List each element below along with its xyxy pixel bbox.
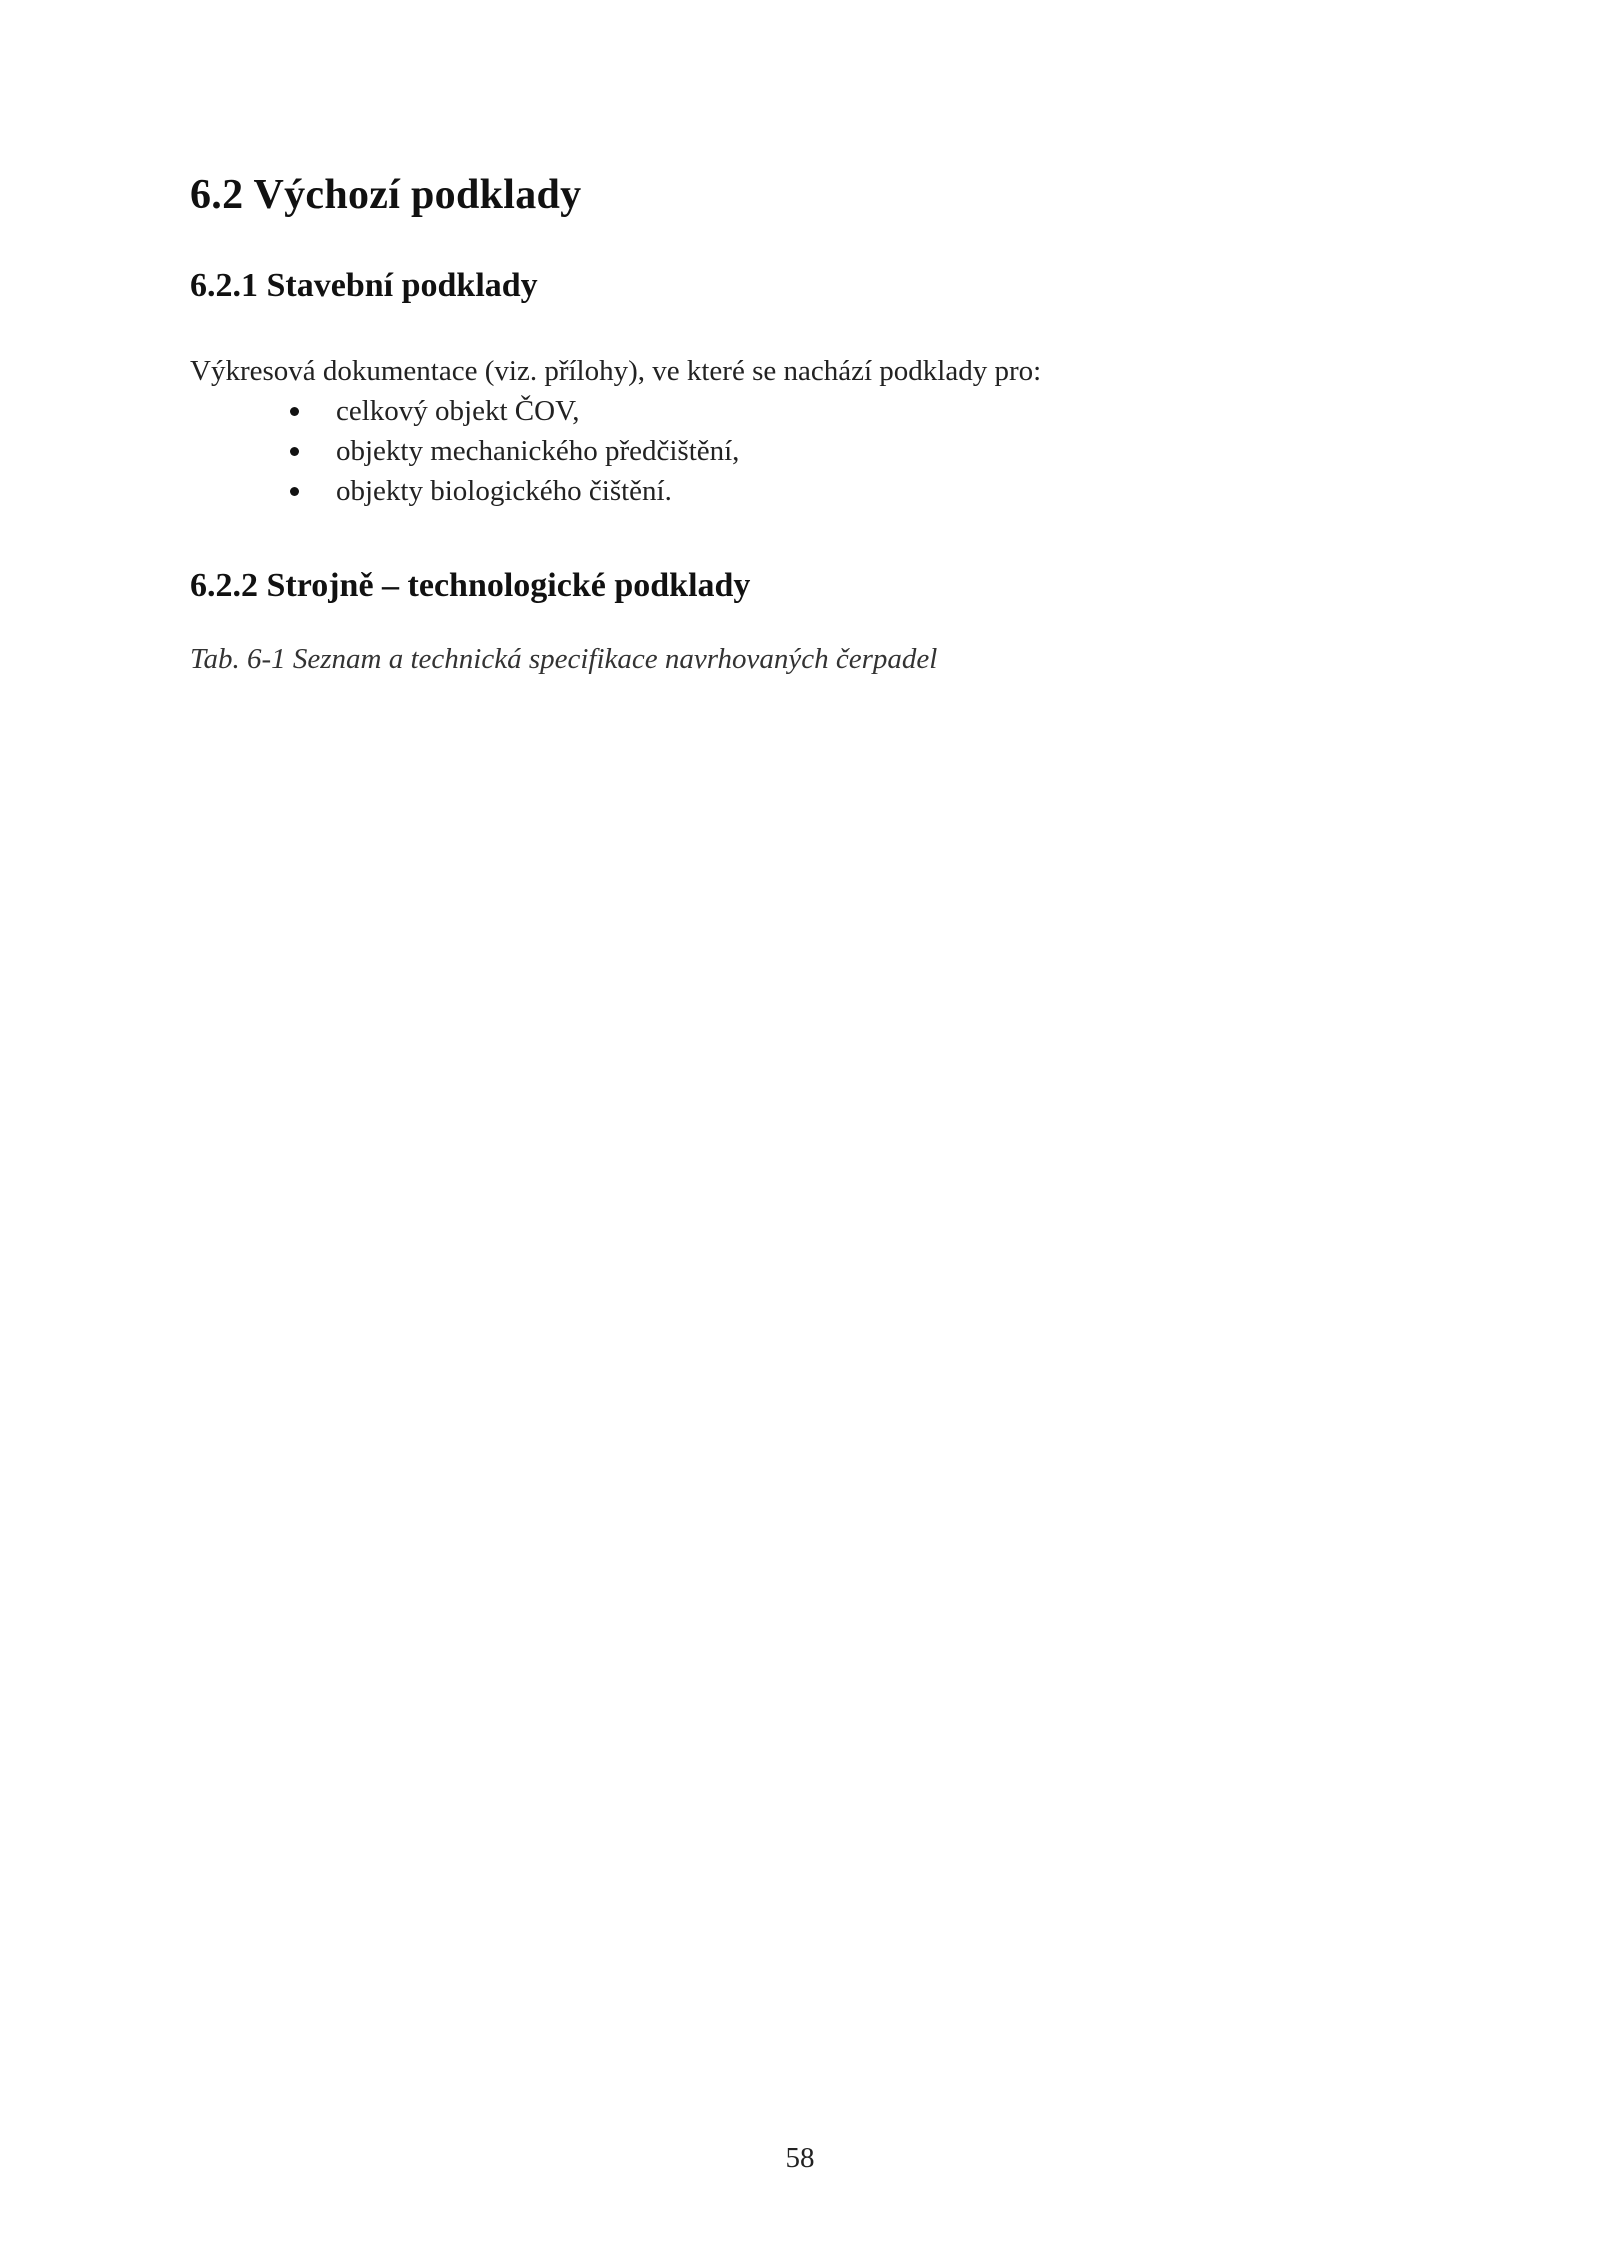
section-title: 6.2 Výchozí podklady [190,172,582,218]
list-item [190,471,1420,511]
bullet-list [190,391,1420,511]
list-item-text: objekty mechanického předčištění, [336,435,740,467]
list-item [190,391,1420,431]
bullet-icon [290,447,299,456]
subsection-title-stavebni: 6.2.1 Stavební podklady [190,267,538,304]
bullet-icon [290,407,299,416]
page-content [190,165,1420,679]
subsection-title-strojne: 6.2.2 Strojně – technologické podklady [190,567,751,604]
list-item [190,431,1420,471]
intro-paragraph: Výkresová dokumentace (viz. přílohy), ve které se nachází podklady pro: [190,355,1042,387]
bullet-icon [290,487,299,496]
page-number: 58 [785,2142,815,2174]
list-item-text: celkový objekt ČOV, [336,395,580,427]
table-caption: Tab. 6-1 Seznam a technická specifikace navrhovaných čerpadel [190,643,938,675]
list-item-text: objekty biologického čištění. [336,475,672,507]
